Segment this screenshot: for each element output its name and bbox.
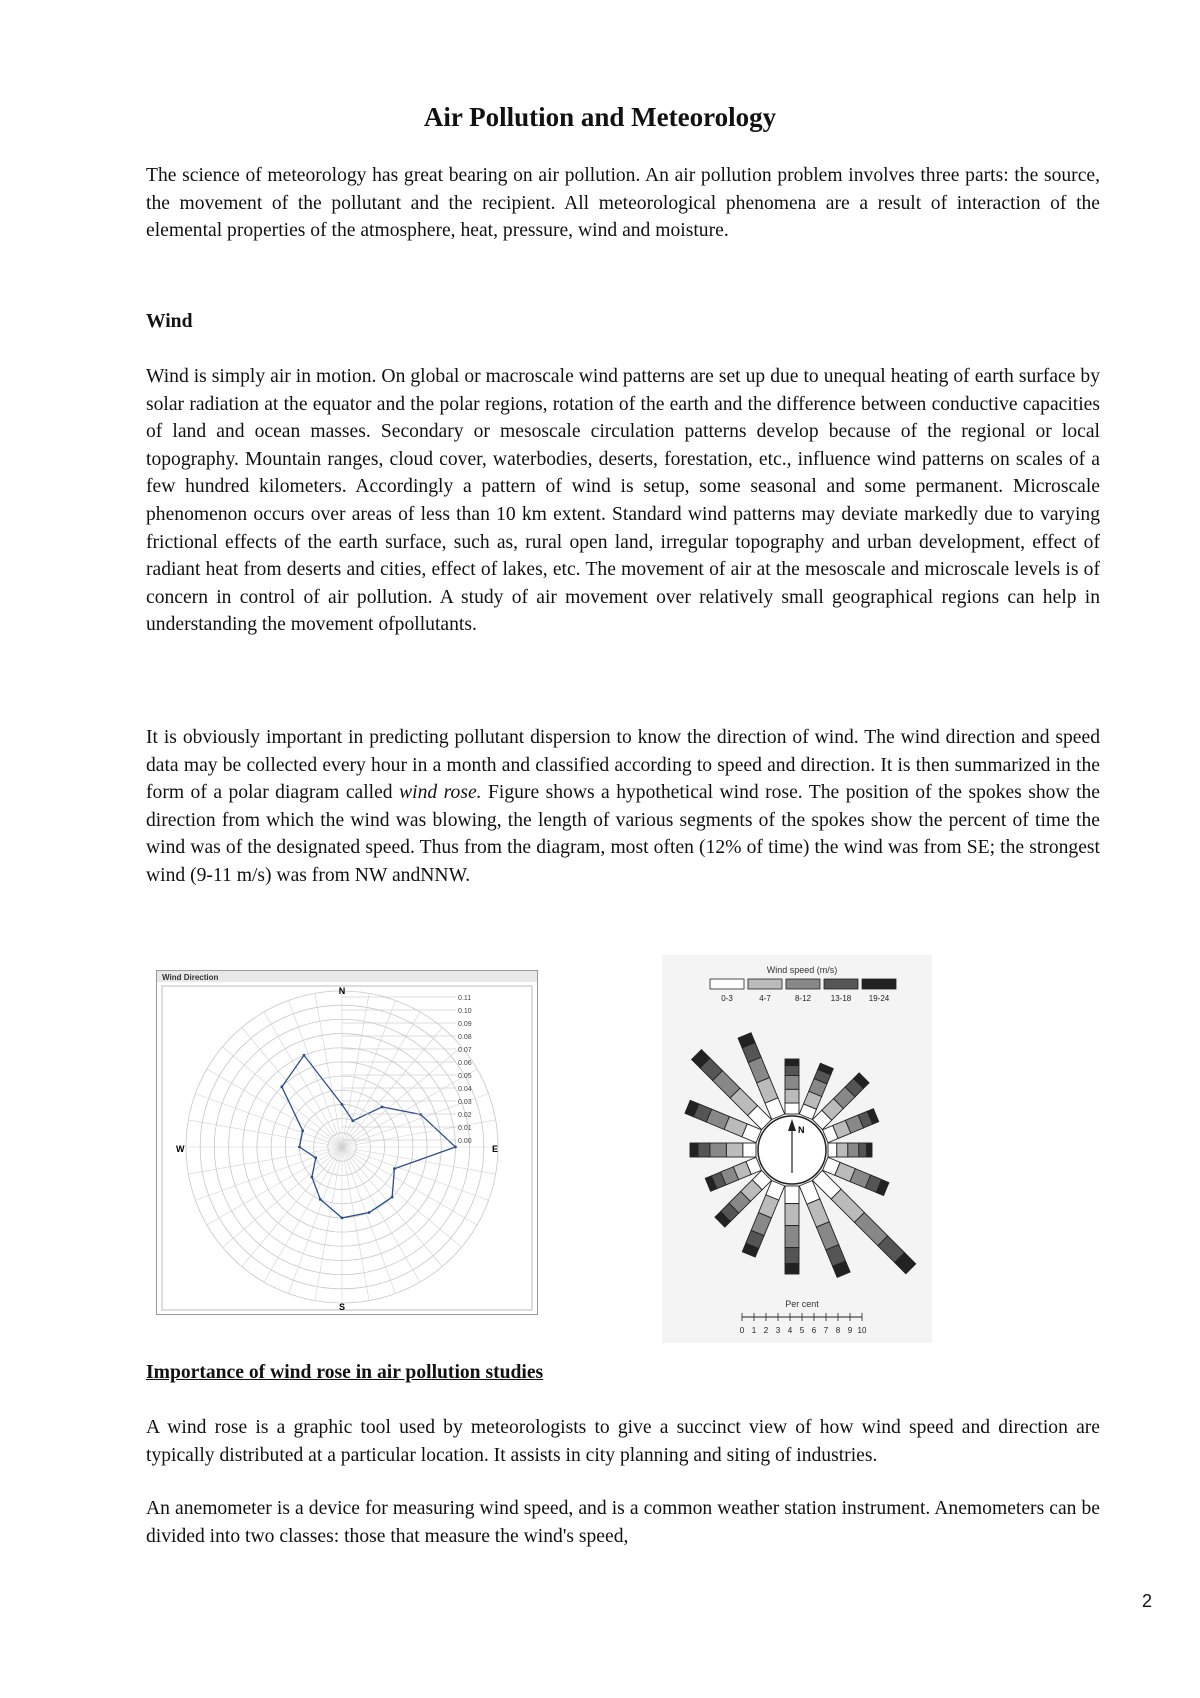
series-point [303,1054,306,1057]
spoke-segment [743,1143,756,1157]
spoke-segment [785,1226,799,1248]
ring-label: 0.02 [458,1112,472,1119]
ring-label: 0.08 [458,1034,472,1041]
series-point [341,1217,344,1220]
spoke-n [785,1059,799,1114]
spoke-segment [837,1143,848,1157]
percent-scale-label: 8 [835,1326,841,1335]
ring-label: 0.05 [458,1073,472,1080]
spoke-segment [859,1143,867,1157]
spoke-segment [785,1076,799,1090]
percent-scale-label: 1 [751,1326,757,1335]
percent-scale-label: 9 [847,1326,853,1335]
compass-e: E [492,1144,499,1154]
percent-scale-label: 4 [787,1326,793,1335]
ring-label: 0.10 [458,1008,472,1015]
speed-legend-swatch [710,979,744,989]
series-point [393,1167,396,1170]
wind-paragraph-2-part-a: It is obviously important in predicting pollutant dispersion to know the direction of wind. The wind direction and speed data may be collected every hour in a month and classified according to speed and direction. It is then summarized in the form of a polar diagram called [146,727,1100,804]
spoke-segment [785,1248,799,1264]
series-point [381,1105,384,1108]
speed-legend-label: 8-12 [794,994,812,1003]
spoke-segment [785,1263,799,1274]
spoke-e [828,1143,872,1157]
spoke-segment [828,1143,837,1157]
spoke-segment [867,1143,872,1157]
speed-legend-swatch [862,979,896,989]
spoke-segment [785,1204,799,1226]
series-point [368,1211,371,1214]
speed-legend-swatch [748,979,782,989]
importance-paragraph-1: A wind rose is a graphic tool used by meteorologists to give a succinct view of how wind speed and direction are typically distributed at a particular location. It assists in city planning and siting of industries. [146,1417,1100,1466]
speed-legend-label: 13-18 [830,994,852,1003]
chart-title: Wind Direction [162,973,219,982]
spoke-segment [785,1103,799,1114]
series-point [351,1119,354,1122]
spoke-segment [785,1059,799,1066]
series-point [301,1129,304,1132]
spoke-segment [726,1143,743,1157]
ring-label: 0.04 [458,1086,472,1093]
ring-label: 0.11 [458,995,472,1002]
percent-scale-label: 3 [775,1326,781,1335]
spoke-segment [698,1143,710,1157]
ring-label: 0.07 [458,1047,472,1054]
compass-w: W [176,1144,185,1154]
speed-legend-title: Wind speed (m/s) [766,965,838,975]
series-point [454,1146,457,1149]
wind-paragraph-1: Wind is simply air in motion. On global or macroscale wind patterns are set up due to unequal heating of earth surface by solar radiation at the equator and the polar regions, rotation of the earth and the difference between conductive capacities of land and ocean masses. Secondary or mesoscale circulation patterns develop because of the regional or local topography. Mountain ranges, cloud cover, waterbodies, deserts, forestation, etc., influence wind patterns on scales of a few hundred kilometers. Accordingly a pattern of wind is setup, some seasonal and some permanent. Microscale phenomenon occurs over areas of less than 10 km extent. Standard wind patterns may deviate markedly due to varying frictional effects of the earth surface, such as, rural open land, irregular topography and urban development, effect of radiant heat from deserts and cities, effect of lakes, etc. The movement of air at the mesoscale and microscale levels is of concern in control of air pollution. A study of air movement over relatively small geographical regions can help in understanding the movement ofpollutants. [146,366,1100,636]
percent-scale-label: 2 [763,1326,769,1335]
series-point [391,1196,394,1199]
series-point [280,1085,283,1088]
ring-label: 0.09 [458,1021,472,1028]
percent-scale-label: 6 [811,1326,817,1335]
series-point [319,1198,322,1201]
speed-legend-label: 0-3 [721,994,733,1003]
series-point [419,1113,422,1116]
page-title: Air Pollution and Meteorology [423,102,777,132]
ring-label: 0.00 [458,1138,472,1145]
importance-heading: Importance of wind rose in air pollution studies [146,1362,544,1383]
percent-scale-label: 0 [739,1326,745,1335]
compass-s: S [338,1302,346,1312]
spoke-s [785,1186,799,1274]
wind-paragraph-2-part-b: Figure shows a hypothetical wind rose. The position of the spokes show the direction from which the wind was blowing, the length of various segments of the spokes show the percent of time the wind was of the designated speed. Thus from the diagram, most often (12% of time) the wind was from SE; the strongest wind (9-11 m/s) was from NW andNNW. [146,782,1101,886]
speed-legend-swatch [786,979,820,989]
wind-direction-chart [156,970,538,1315]
intro-paragraph: The science of meteorology has great bearing on air pollution. An air pollution problem involves three parts: the source, the movement of the pollutant and the recipient. All meteorological phenomena are a result of interaction of the elemental properties of the atmosphere, heat, pressure, wind and moisture. [146,165,1100,242]
wind-paragraph-2 [146,724,1100,890]
wind-heading: Wind [146,311,193,332]
wind-rose-term: wind rose. [399,782,482,804]
compass-n: N [338,986,346,996]
percent-scale-title: Per cent [785,1299,819,1309]
spoke-segment [710,1143,727,1157]
ring-label: 0.06 [458,1060,472,1067]
spoke-segment [785,1089,799,1103]
speed-legend-label: 19-24 [868,994,890,1003]
spoke-segment [785,1186,799,1204]
ring-label: 0.03 [458,1099,472,1106]
speed-legend-swatch [824,979,858,989]
spoke-segment [848,1143,859,1157]
percent-scale-label: 7 [823,1326,829,1335]
importance-paragraph-2: An anemometer is a device for measuring wind speed, and is a common weather station instrument. Anemometers can be divided into two classes: those that measure the wind's speed, [146,1498,1100,1547]
series-point [298,1146,301,1149]
spoke-w [690,1143,756,1157]
spoke-segment [690,1143,698,1157]
compass-letter: N [798,1125,805,1135]
percent-scale-label: 5 [799,1326,805,1335]
wind-rose-diagram [662,955,932,1343]
series-point [341,1103,344,1106]
percent-scale-label: 10 [857,1326,867,1335]
ring-label: 0.01 [458,1125,472,1132]
spoke-segment [785,1066,799,1076]
series-point [311,1176,314,1179]
speed-legend-label: 4-7 [759,994,771,1003]
page-number: 2 [1141,1591,1152,1611]
series-point [314,1156,317,1159]
